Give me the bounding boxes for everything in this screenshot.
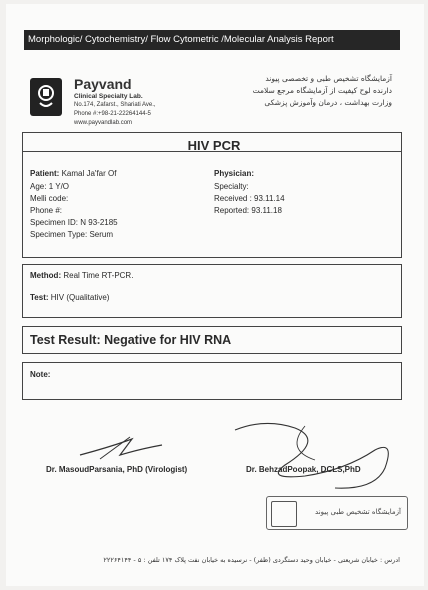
specialty: Specialty: <box>214 182 249 191</box>
patient-name: Patient: Kamal Ja'far Of <box>30 169 117 178</box>
note-label: Note: <box>30 370 51 379</box>
patient-phone: Phone #: <box>30 206 63 215</box>
footer-address: ادرس : خیابان شریعتی - خیابان وحید دستگردی (ظفر) - نرسیده به خیابان نفت پلاک ۱۷۴ تلفن : ۵ - ۲۲۲۶۴۱۴۴ <box>103 556 400 564</box>
lab-name: Payvand <box>74 76 132 92</box>
patient-age: Age: 1 Y/O <box>30 182 70 191</box>
lab-ministry-farsi: وزارت بهداشت ، درمان وآموزش پزشکی <box>264 98 392 107</box>
method: Method: Real Time RT-PCR. <box>30 271 134 280</box>
stamp-text: آزمایشگاه تشخیص طبی پیوند <box>315 508 401 516</box>
report-type-bar: Morphologic/ Cytochemistry/ Flow Cytometric /Molecular Analysis Report <box>24 30 400 50</box>
left-signature-name: Dr. MasoudParsania, PhD (Virologist) <box>46 465 188 474</box>
specimen-id: Specimen ID: N 93-2185 <box>30 218 118 227</box>
melli-code: Melli code: <box>30 194 69 203</box>
note-box <box>22 362 402 400</box>
lab-logo-icon <box>30 78 62 116</box>
specimen-type: Specimen Type: Serum <box>30 230 114 239</box>
received-date: Received : 93.11.14 <box>214 194 285 203</box>
lab-certificate-farsi: دارنده لوح کیفیت از آزمایشگاه مرجع سلامت <box>252 86 392 95</box>
lab-stamp <box>266 496 408 530</box>
lab-header <box>24 70 400 132</box>
right-signature-icon <box>225 410 405 500</box>
reported-date: Reported: 93.11.18 <box>214 206 282 215</box>
report-title: HIV PCR <box>187 138 241 153</box>
left-signature-icon <box>70 425 170 465</box>
physician: Physician: <box>214 169 255 178</box>
test: Test: HIV (Qualitative) <box>30 293 110 302</box>
test-result: Test Result: Negative for HIV RNA <box>30 333 232 347</box>
stamp-logo-icon <box>271 501 297 527</box>
lab-phone: Phone #:+98-21-22264144-5 <box>74 111 151 117</box>
lab-name-farsi: آزمایشگاه تشخیص طبی و تخصصی پیوند <box>265 74 392 83</box>
lab-address: No.174, Zafarst., Shariati Ave., <box>74 102 156 108</box>
lab-subtitle: Clinical Specialty Lab. <box>74 93 143 100</box>
lab-website: www.payvandlab.com <box>74 120 133 126</box>
right-signature-name: Dr. BehzadPoopak, DCLS,PhD <box>246 465 361 474</box>
